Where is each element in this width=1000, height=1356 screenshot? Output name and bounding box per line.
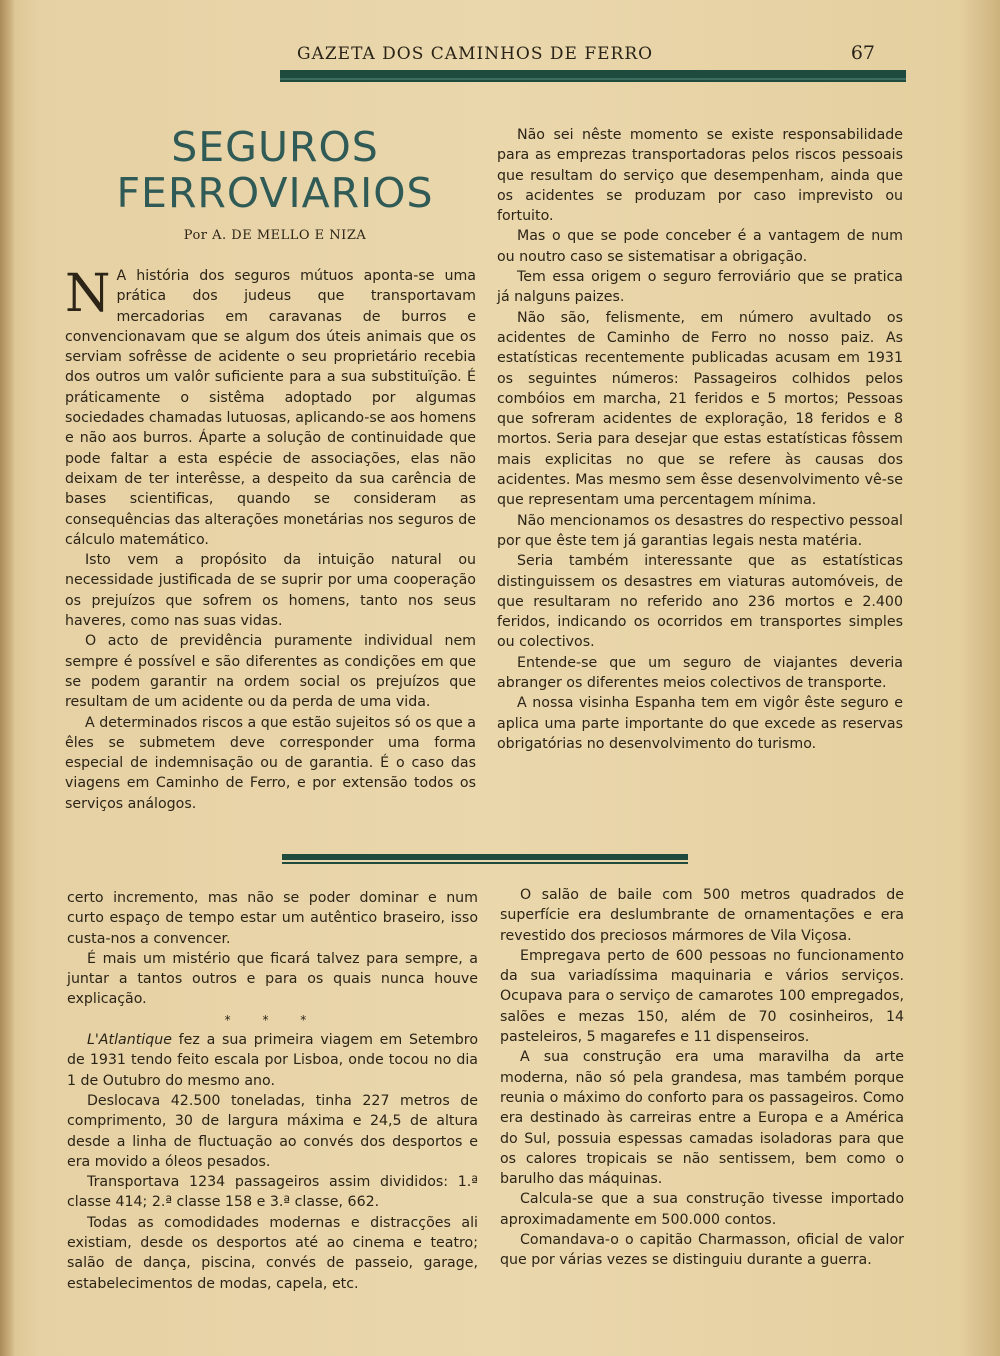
- header-rule: [280, 70, 906, 80]
- paragraph: Isto vem a propósito da intuição natural ou necessidade justificada de se suprir por uma cooperação os prejuízos que sofrem os homens, tanto nos seus haveres, como nas suas vidas.: [65, 552, 476, 630]
- paragraph: O acto de previdência puramente individual nem sempre é possível e são diferentes as condições em que se podem garantir na ordem social os prejuízos que resultam de um acidente ou da perda de uma vida.: [65, 633, 476, 711]
- header-rule-thin: [280, 80, 906, 82]
- page-number: 67: [850, 42, 875, 64]
- paragraph: A sua construção era uma maravilha da arte moderna, não só pela grandesa, mas também porque reunia o máximo do conforto para os passageiros. Como era destinado às carreiras entre a Europa e a América do Sul, possuia espessas camadas isoladoras para que os calores tropicais se não sentissem, bem como o barulho das máquinas.: [500, 1049, 904, 1188]
- paragraph: Deslocava 42.500 toneladas, tinha 227 metros de comprimento, 30 de largura máxima e 24,5 de altura desde a linha de fluctuação ao convés dos desportos e era movido a óleos pesados.: [67, 1092, 478, 1170]
- lower-right-column: [500, 885, 904, 1271]
- paragraph: O salão de baile com 500 metros quadrados de superfície era deslumbrante de ornamentações e era revestido dos preciosos mármores de Vila Viçosa.: [500, 887, 904, 944]
- paragraph: A nossa visinha Espanha tem em vigôr êste seguro e aplica uma parte importante do que excede as reservas obrigatórias no desenvolvimento do turismo.: [497, 695, 903, 752]
- paragraph: Não são, felismente, em número avultado os acidentes de Caminho de Ferro no nosso paiz. As estatísticas recentemente publicadas acusam em 1931 os seguintes números: Passageiros colhidos pelos combóios em marcha, 21 feridos e 5 mortos; Pessoas que sofreram acidentes de exploração, 18 feridos e 8 mortos. Seria para desejar que estas estatísticas fôssem mais explicitas no que se refere às causas dos acidentes. Mas mesmo sem êsse desenvolvimento vê-se que representam uma percentagem mínima.: [497, 309, 903, 509]
- paragraph: É mais um mistério que ficará talvez para sempre, a juntar a tantos outros e para os quais nunca houve explicação.: [67, 950, 478, 1008]
- paragraph: Entende-se que um seguro de viajantes deveria abranger os diferentes meios colectivos de transporte.: [497, 654, 903, 692]
- page-binding-edge: [0, 0, 14, 1356]
- paragraph: Não mencionamos os desastres do respectivo pessoal por que êste tem já garantias legais nesta matéria.: [497, 512, 903, 549]
- paragraph: Transportava 1234 passageiros assim divididos: 1.ª classe 414; 2.ª classe 158 e 3.ª classe, 662.: [67, 1174, 478, 1211]
- section-divider: [282, 854, 688, 860]
- paragraph: Tem essa origem o seguro ferroviário que se pratica já nalguns paizes.: [497, 269, 903, 306]
- ship-name: L'Atlantique: [87, 1032, 172, 1049]
- article-title-line-1: SEGUROS: [171, 123, 379, 171]
- drop-cap: N: [65, 264, 111, 324]
- article-title-line-2: FERROVIARIOS: [116, 169, 434, 217]
- section-separator-stars: * * *: [224, 1012, 321, 1027]
- upper-left-column: [65, 266, 476, 814]
- paragraph: N A história dos seguros mútuos aponta-se uma prática dos judeus que transportavam mercadorias em caravanas de burros e convencionavam que se algum dos úteis animais que os serviam sofrêsse de acidente o seu proprietário recebia dos outros um valôr suficiente para a sua substituïção. É práticamente o sistêma adoptado por algumas sociedades chamadas lutuosas, aplicando-se aos homens e não aos burros. Áparte a solução de continuidade que pode faltar a esta espécie de associações, elas não deixam de ter interêsse, a despeito da sua carência de bases scientificas, quando se consideram as consequências das alterações monetárias nos seguros de cálculo matemático.: [65, 264, 476, 548]
- paragraph: Todas as comodidades modernas e distracções ali existiam, desde os desportos até ao cinema e teatro; salão de dança, piscina, convés de passeio, garage, estabelecimentos de modas, capela, etc.: [67, 1214, 478, 1292]
- upper-right-column: [497, 125, 903, 754]
- paragraph: certo incremento, mas não se poder dominar e num curto espaço de tempo estar um autêntico braseiro, isso custa-nos a convencer.: [67, 890, 478, 947]
- paragraph: Calcula-se que a sua construção tivesse importado aproximadamente em 500.000 contos.: [500, 1191, 904, 1228]
- paragraph: Empregava perto de 600 pessoas no funcionamento da sua variadíssima maquinaria e vários serviços. Ocupava para o serviço de camarotes 100 empregados, salões e mezas 150, além de 70 cosinheiros, 14 pasteleiros, 5 magarefes e 11 dispenseiros.: [500, 947, 904, 1046]
- journal-title: GAZETA DOS CAMINHOS DE FERRO: [297, 44, 654, 64]
- lower-left-column: [67, 888, 478, 1294]
- article-title: [65, 124, 485, 216]
- section-divider-thin: [282, 862, 688, 864]
- paragraph: Mas o que se pode conceber é a vantagem de num ou noutro caso se sistematisar a obrigação.: [497, 228, 903, 265]
- paragraph: Não sei nêste momento se existe responsabilidade para as emprezas transportadoras pelos riscos pessoais que resultam do serviço que desempenham, ainda que os acidentes se produzam por caso imprevisto ou fortuito.: [497, 127, 903, 225]
- running-header: [285, 40, 905, 68]
- paragraph: Comandava-o o capitão Charmasson, oficial de valor que por várias vezes se distinguiu durante a guerra.: [500, 1232, 904, 1269]
- article-byline: Por A. DE MELLO E NIZA: [183, 228, 367, 243]
- paragraph: Seria também interessante que as estatísticas distinguissem os desastres em viaturas automóveis, de que resultaram no referido ano 236 mortos e 2.400 feridos, indicando os ocorridos em transportes simples ou colectivos.: [497, 553, 903, 651]
- paragraph: A determinados riscos a que estão sujeitos só os que a êles se submetem deve corresponder uma forma especial de indemnisação ou de garantia. É o caso das viagens em Caminho de Ferro, e por extensão todos os serviços análogos.: [65, 714, 476, 812]
- paragraph: L'Atlantique fez a sua primeira viagem em Setembro de 1931 tendo feito escala por Lisboa, onde tocou no dia 1 de Outubro do mesmo ano.: [67, 1032, 478, 1089]
